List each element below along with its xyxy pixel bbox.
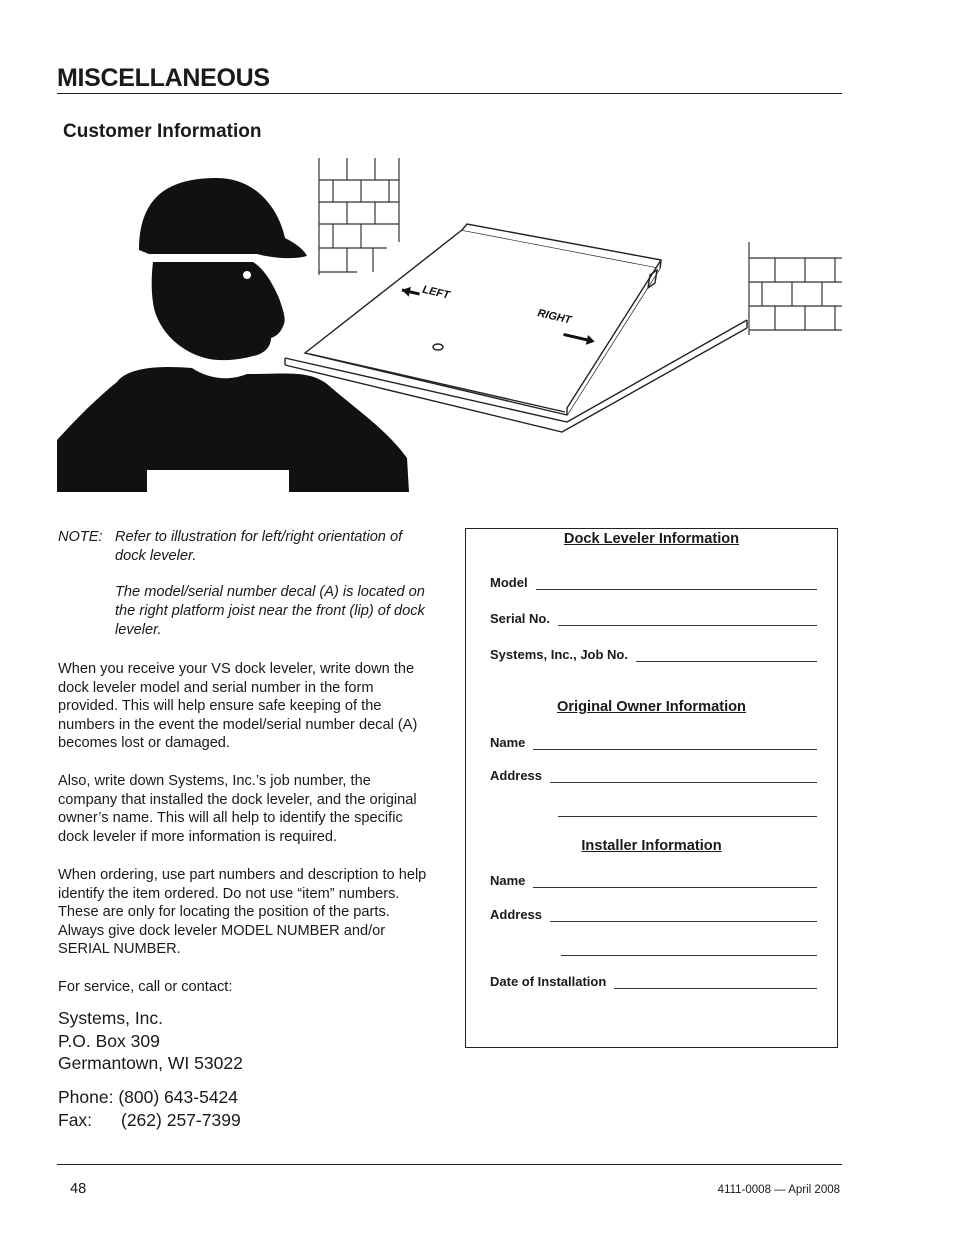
page-number: 48: [70, 1181, 87, 1197]
owner-name-label: Name: [490, 735, 526, 750]
header-divider: [57, 93, 842, 94]
installer-address-line-2[interactable]: [561, 955, 817, 956]
phone-number: (800) 643-5424: [118, 1087, 239, 1107]
note-label: NOTE:: [58, 529, 103, 545]
right-label: RIGHT: [536, 307, 573, 327]
contact-po-box: P.O. Box 309: [58, 1030, 160, 1051]
model-label: Model: [490, 575, 528, 590]
document-id: 4111-0008 — April 2008: [717, 1184, 840, 1196]
owner-address-field[interactable]: [490, 768, 817, 783]
job-number-label: Systems, Inc., Job No.: [490, 647, 628, 662]
owner-heading: Original Owner Information: [557, 699, 746, 715]
body-paragraph: Also, write down Systems, Inc.’s job number, the company that installed the dock leveler, and the original owner’s name. This will all help to identify the specific dock leveler if more information is required.: [58, 773, 417, 845]
phone-label: Phone:: [58, 1087, 114, 1107]
installer-address-label: Address: [490, 907, 543, 922]
owner-name-field[interactable]: [490, 735, 817, 750]
installer-name-label: Name: [490, 873, 526, 888]
contact-address: [58, 1007, 243, 1075]
fax-label: Fax:: [58, 1109, 93, 1130]
serial-line[interactable]: [558, 615, 817, 626]
model-field[interactable]: [490, 575, 817, 590]
contact-city: Germantown, WI 53022: [58, 1053, 243, 1073]
page-subtitle: Customer Information: [63, 121, 262, 142]
model-line[interactable]: [536, 579, 817, 590]
dock-leveler-deck: [305, 224, 661, 415]
right-brick-wall: [749, 242, 842, 335]
section-title: MISCELLANEOUS: [57, 64, 270, 92]
installation-date-line[interactable]: [614, 978, 817, 989]
body-paragraph: For service, call or contact:: [58, 979, 233, 995]
installation-date-field[interactable]: [490, 974, 817, 989]
owner-address-line[interactable]: [550, 772, 817, 783]
installer-address-field[interactable]: [490, 907, 817, 922]
worker-ear: [243, 271, 251, 279]
left-label: LEFT: [421, 283, 451, 302]
owner-address-label: Address: [490, 768, 543, 783]
serial-label: Serial No.: [490, 611, 550, 626]
note-block: [58, 528, 433, 640]
owner-address-line-2[interactable]: [558, 816, 817, 817]
owner-name-line[interactable]: [533, 739, 817, 750]
contact-phones: [58, 1086, 241, 1131]
installation-date-label: Date of Installation: [490, 974, 607, 989]
footer-divider: [57, 1164, 842, 1165]
left-brick-wall: [319, 158, 399, 275]
contact-company: Systems, Inc.: [58, 1008, 164, 1028]
job-number-field[interactable]: [490, 647, 817, 662]
customer-info-form: [465, 528, 838, 1048]
installer-address-line[interactable]: [550, 911, 817, 922]
dock-leveler-illustration: [57, 150, 842, 495]
body-paragraph: When you receive your VS dock leveler, write down the dock leveler model and serial number in the form provided. This will help ensure safe keeping of the numbers in the event the model/serial number decal (A) becomes lost or damaged.: [58, 661, 418, 752]
job-number-line[interactable]: [636, 651, 817, 662]
serial-field[interactable]: [490, 611, 817, 626]
installer-name-field[interactable]: [490, 873, 817, 888]
note-paragraph: Refer to illustration for left/right orientation of dock leveler.: [115, 529, 403, 564]
installer-name-line[interactable]: [533, 877, 817, 888]
installer-heading: Installer Information: [581, 838, 722, 854]
dock-leveler-heading: Dock Leveler Information: [563, 531, 740, 547]
body-paragraph: When ordering, use part numbers and description to help identify the item ordered. Do not use “item” numbers. These are only for locating the position of the parts. Always give dock leveler MODEL NUMBER and/or SERIAL NUMBER.: [58, 867, 427, 958]
fax-number: (262) 257-7399: [121, 1109, 241, 1130]
note-paragraph: The model/serial number decal (A) is located on the right platform joist near the front (lip) of dock leveler.: [115, 584, 425, 638]
